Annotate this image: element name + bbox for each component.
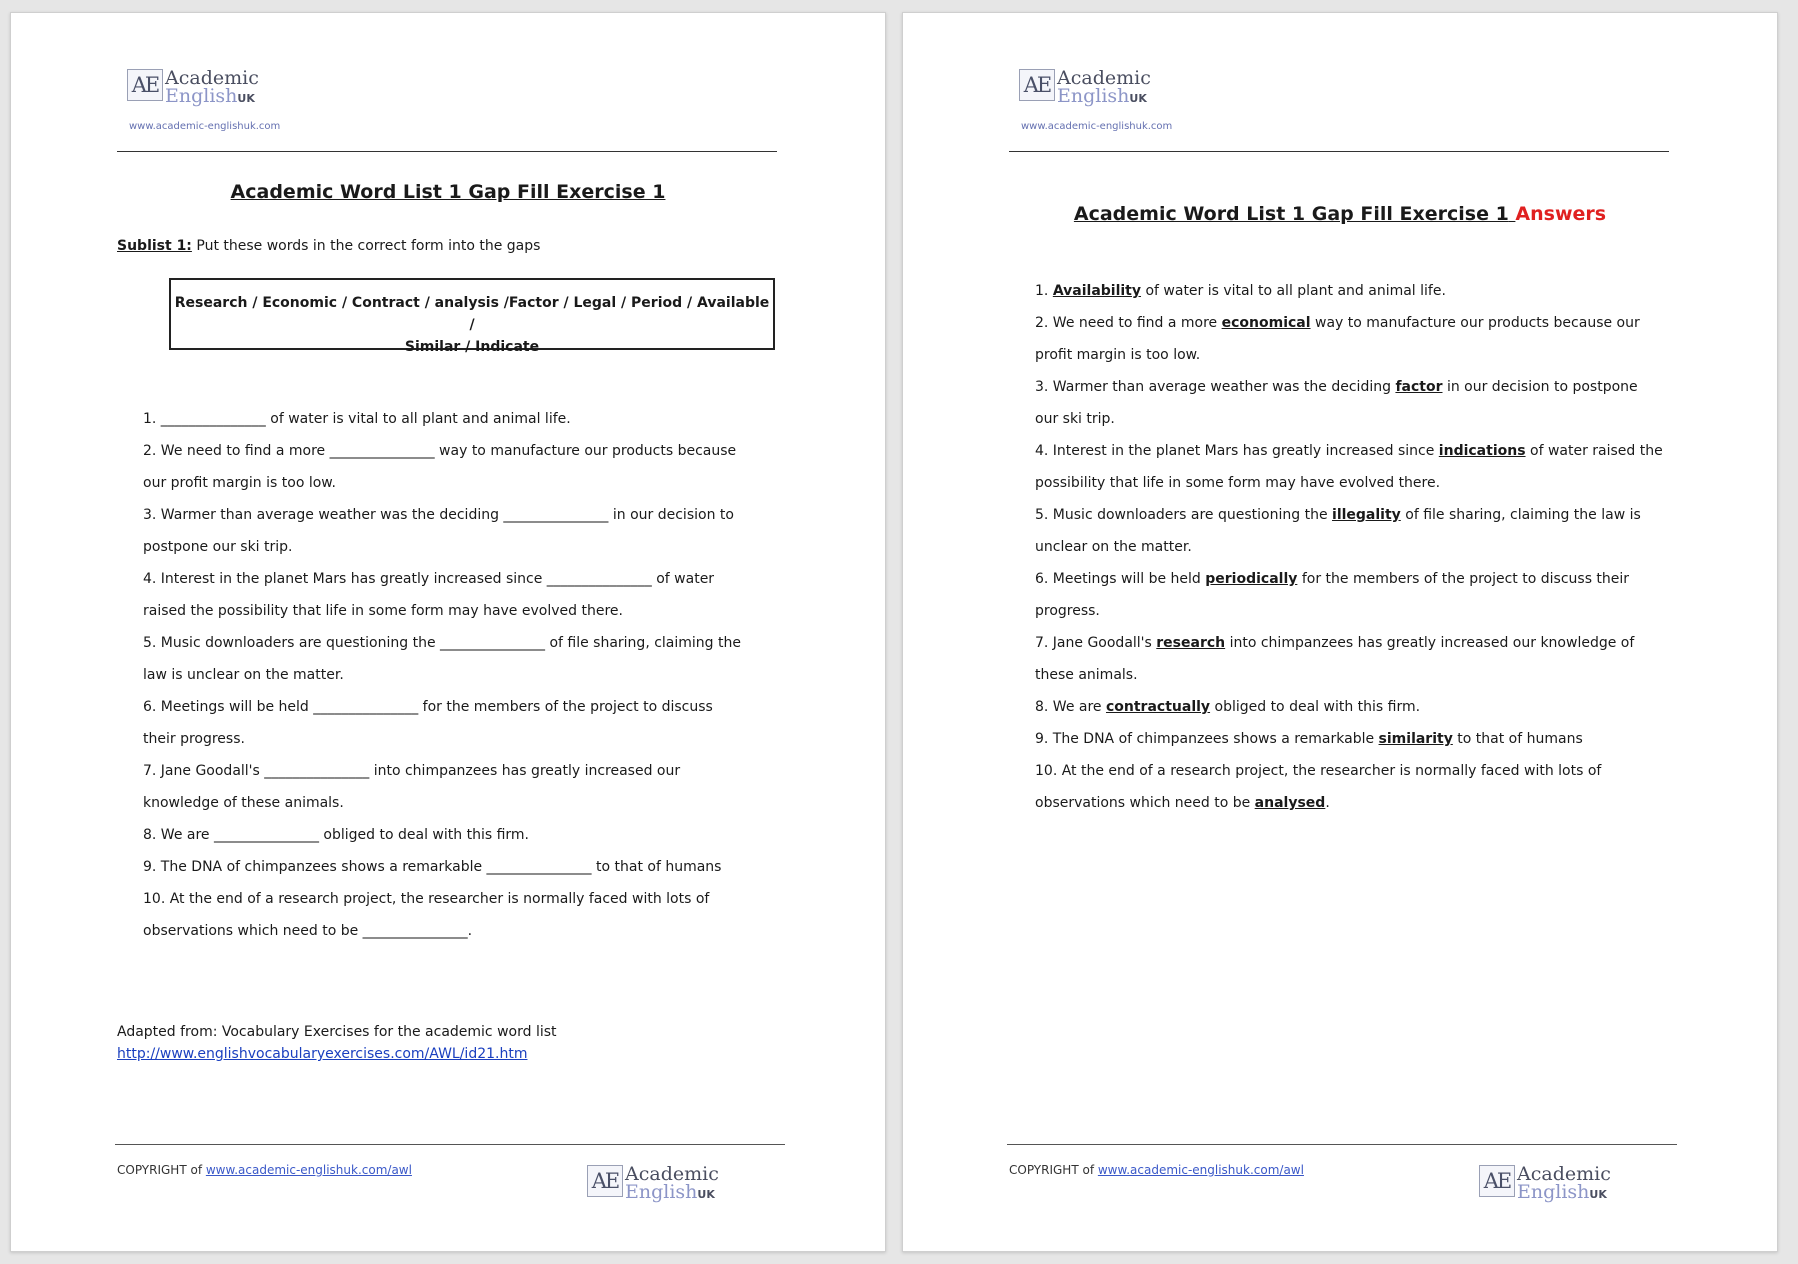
instruction bbox=[117, 238, 540, 254]
word-bank-line-2: Similar / Indicate bbox=[404, 339, 540, 355]
question-line: 5. Music downloaders are questioning the _______________ of file sharing, claiming the bbox=[143, 635, 741, 651]
answer-line: 7. Jane Goodall's research into chimpanzees has greatly increased our knowledge of bbox=[1035, 635, 1635, 651]
instruction-text: Put these words in the correct form into the gaps bbox=[191, 238, 541, 254]
answer-line: 5. Music downloaders are questioning the illegality of file sharing, claiming the law is bbox=[1035, 507, 1641, 523]
adapted-from bbox=[117, 1021, 557, 1065]
answer-list bbox=[1035, 275, 1675, 819]
answer-line: 1. Availability of water is vital to all plant and animal life. bbox=[1035, 283, 1446, 299]
question-line: 6. Meetings will be held _______________ for the members of the project to discuss bbox=[143, 699, 713, 715]
question-line: raised the possibility that life in some form may have evolved there. bbox=[143, 603, 623, 619]
question-line: 3. Warmer than average weather was the deciding _______________ in our decision to bbox=[143, 507, 734, 523]
answer-word: Availability bbox=[1052, 283, 1142, 299]
copyright-link[interactable]: www.academic-englishuk.com/awl bbox=[1097, 1163, 1304, 1177]
header-logo: AE Academic EnglishUK bbox=[1019, 69, 1151, 108]
answer-line: progress. bbox=[1035, 603, 1100, 619]
question-line: 2. We need to find a more _______________ way to manufacture our products because bbox=[143, 443, 737, 459]
word-bank-line-1: Research / Economic / Contract / analysis /Factor / Legal / Period / Available / bbox=[174, 295, 770, 333]
answer-line: profit margin is too low. bbox=[1035, 347, 1201, 363]
header-divider bbox=[117, 151, 777, 152]
answer-line: possibility that life in some form may have evolved there. bbox=[1035, 475, 1441, 491]
question-list bbox=[143, 403, 783, 947]
answer-line: 2. We need to find a more economical way to manufacture our products because our bbox=[1035, 315, 1640, 331]
instruction-label: Sublist 1: bbox=[117, 238, 192, 254]
adapted-text: Adapted from: Vocabulary Exercises for the academic word list bbox=[117, 1024, 557, 1040]
question-line: knowledge of these animals. bbox=[143, 795, 344, 811]
answers-title: Academic Word List 1 Gap Fill Exercise 1 Answers bbox=[1073, 203, 1607, 225]
answer-line: 6. Meetings will be held periodically for the members of the project to discuss their bbox=[1035, 571, 1630, 587]
answer-word: research bbox=[1156, 635, 1226, 651]
question-line: our profit margin is too low. bbox=[143, 475, 336, 491]
copyright: COPYRIGHT of www.academic-englishuk.com/awl bbox=[117, 1163, 412, 1177]
page-title bbox=[11, 181, 885, 203]
header-divider bbox=[1009, 151, 1669, 152]
copyright: COPYRIGHT of www.academic-englishuk.com/awl bbox=[1009, 1163, 1304, 1177]
question-line: postpone our ski trip. bbox=[143, 539, 293, 555]
answer-word: factor bbox=[1395, 379, 1443, 395]
logo-word-academic: Academic bbox=[165, 67, 259, 89]
answer-line: 10. At the end of a research project, the researcher is normally faced with lots of bbox=[1035, 763, 1602, 779]
answer-line: 4. Interest in the planet Mars has greatly increased since indications of water raised the bbox=[1035, 443, 1663, 459]
answer-word: economical bbox=[1221, 315, 1311, 331]
answers-page bbox=[902, 12, 1778, 1252]
footer-logo: AE Academic EnglishUK bbox=[1479, 1165, 1611, 1204]
footer-divider bbox=[1007, 1144, 1677, 1145]
footer-divider bbox=[115, 1144, 785, 1145]
answer-word: analysed bbox=[1254, 795, 1326, 811]
answer-word: periodically bbox=[1205, 571, 1298, 587]
copyright-link[interactable]: www.academic-englishuk.com/awl bbox=[205, 1163, 412, 1177]
question-line: 8. We are _______________ obliged to deal with this firm. bbox=[143, 827, 529, 843]
answer-word: similarity bbox=[1378, 731, 1453, 747]
answer-line: our ski trip. bbox=[1035, 411, 1115, 427]
footer-logo: AE Academic EnglishUK bbox=[587, 1165, 719, 1204]
answers-label: Answers bbox=[1515, 203, 1607, 225]
answer-line: 9. The DNA of chimpanzees shows a remarkable similarity to that of humans bbox=[1035, 731, 1583, 747]
exercise-page bbox=[10, 12, 886, 1252]
logo-url: www.academic-englishuk.com bbox=[129, 121, 281, 132]
answer-line: 3. Warmer than average weather was the deciding factor in our decision to postpone bbox=[1035, 379, 1638, 395]
logo-mark: AE bbox=[127, 69, 163, 101]
question-line: 9. The DNA of chimpanzees shows a remarkable _______________ to that of humans bbox=[143, 859, 722, 875]
question-line: 1. _______________ of water is vital to all plant and animal life. bbox=[143, 411, 571, 427]
word-bank-box bbox=[169, 278, 775, 355]
answer-line: 8. We are contractually obliged to deal with this firm. bbox=[1035, 699, 1421, 715]
question-line: observations which need to be _______________. bbox=[143, 923, 473, 939]
exercise-title: Academic Word List 1 Gap Fill Exercise 1 bbox=[230, 181, 666, 203]
answer-line: observations which need to be analysed. bbox=[1035, 795, 1330, 811]
question-line: 7. Jane Goodall's _______________ into chimpanzees has greatly increased our bbox=[143, 763, 681, 779]
answer-line: these animals. bbox=[1035, 667, 1138, 683]
answer-word: contractually bbox=[1105, 699, 1211, 715]
logo-word-uk: UK bbox=[237, 92, 255, 105]
answer-word: indications bbox=[1438, 443, 1526, 459]
header-logo bbox=[127, 69, 259, 108]
logo-word-english: English bbox=[165, 85, 238, 107]
question-line: 10. At the end of a research project, the researcher is normally faced with lots of bbox=[143, 891, 710, 907]
answer-word: illegality bbox=[1332, 507, 1401, 523]
answer-line: unclear on the matter. bbox=[1035, 539, 1192, 555]
question-line: their progress. bbox=[143, 731, 245, 747]
source-link[interactable]: http://www.englishvocabularyexercises.com/AWL/id21.htm bbox=[117, 1046, 528, 1062]
question-line: law is unclear on the matter. bbox=[143, 667, 344, 683]
logo-url: www.academic-englishuk.com bbox=[1021, 121, 1173, 132]
question-line: 4. Interest in the planet Mars has greatly increased since _______________ of water bbox=[143, 571, 715, 587]
